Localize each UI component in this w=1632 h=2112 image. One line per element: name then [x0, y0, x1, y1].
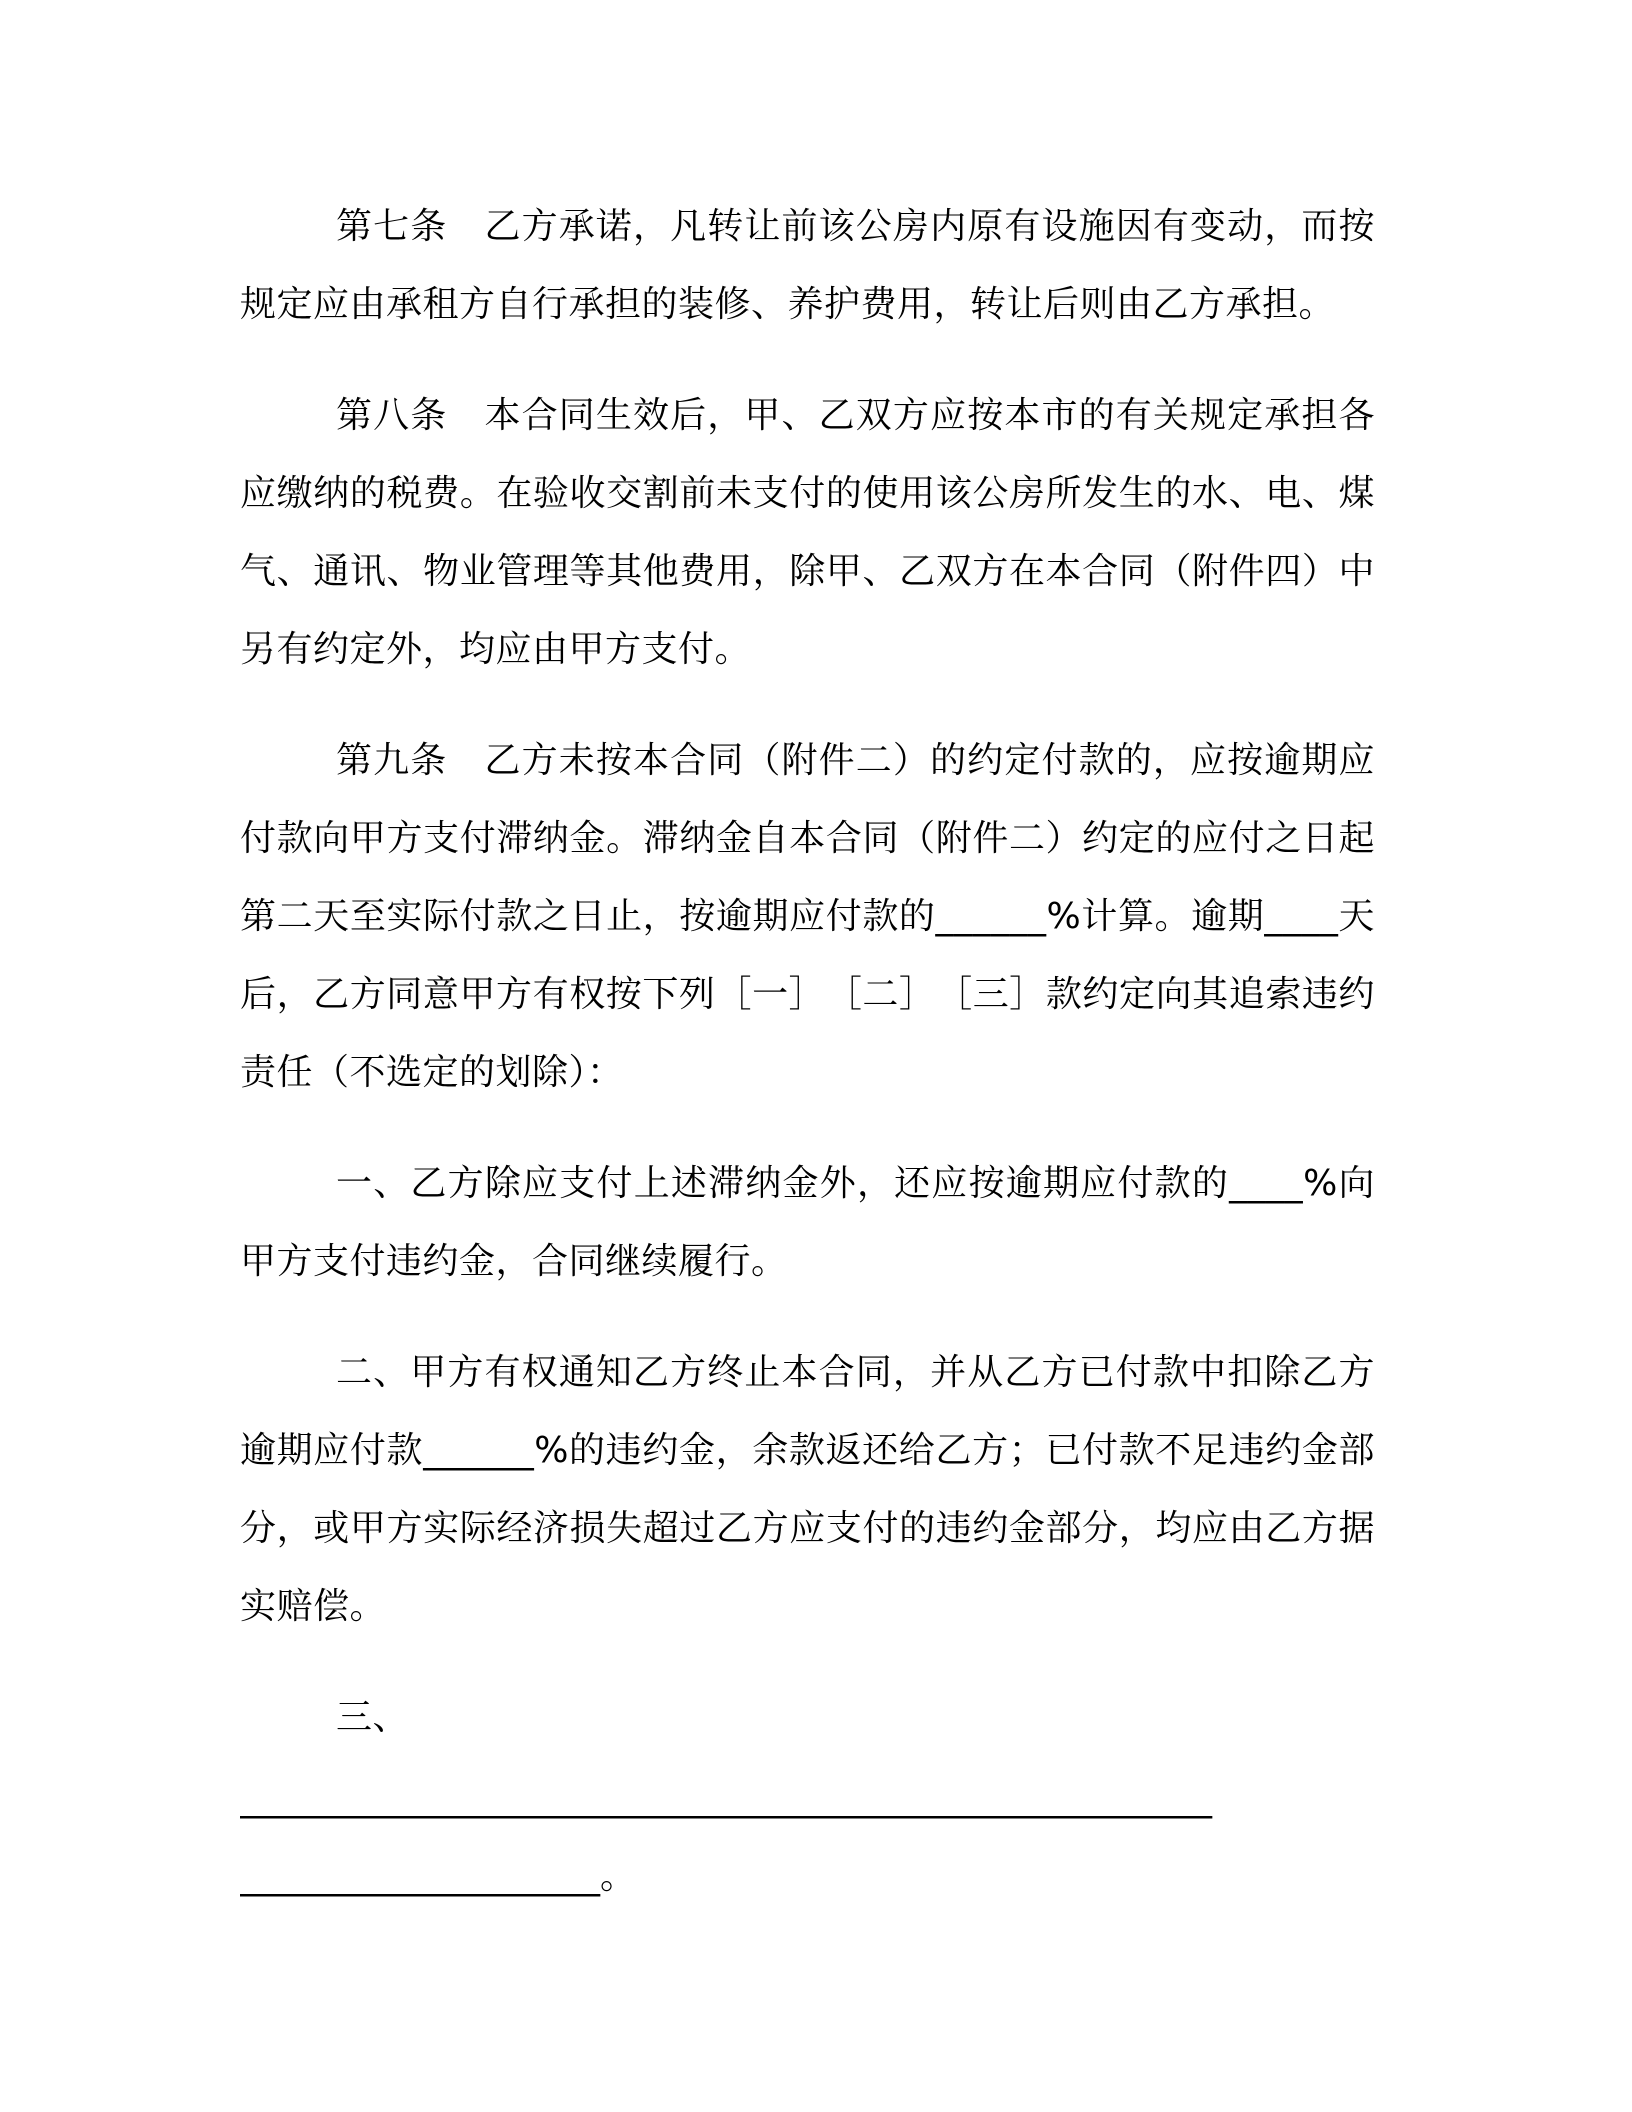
fill-in-blank-line-end: ____________________。: [240, 1856, 636, 1897]
article-9-paragraph: 第九条 乙方未按本合同（附件二）的约定付款的，应按逾期应付款向甲方支付滞纳金。滞纳金自本合同（附件二）约定的应付之日起第二天至实际付款之日止，按逾期应付款的______%计算。逾期____天后，乙方同意甲方有权按下列［一］ ［二］ ［三］款约定向其追索违约责任（不选定的划除）：: [240, 740, 1375, 1093]
item-3-paragraph: 三、: [336, 1697, 410, 1738]
item-2-paragraph: 二、甲方有权通知乙方终止本合同，并从乙方已付款中扣除乙方逾期应付款______%的违约金，余款返还给乙方；已付款不足违约金部分，或甲方实际经济损失超过乙方应支付的违约金部分，均应由乙方据实赔偿。: [240, 1352, 1375, 1627]
article-7-paragraph: 第七条 乙方承诺，凡转让前该公房内原有设施因有变动，而按规定应由承租方自行承担的装修、养护费用，转让后则由乙方承担。: [240, 206, 1375, 325]
item-1-paragraph: 一、乙方除应支付上述滞纳金外，还应按逾期应付款的____%向甲方支付违约金，合同继续履行。: [240, 1163, 1375, 1282]
document-page: [240, 188, 1375, 1916]
fill-in-blank-line: ______________________________________________________: [240, 1778, 1212, 1819]
article-8-paragraph: 第八条 本合同生效后，甲、乙双方应按本市的有关规定承担各应缴纳的税费。在验收交割前未支付的使用该公房所发生的水、电、煤气、通讯、物业管理等其他费用，除甲、乙双方在本合同（附件四）中另有约定外，均应由甲方支付。: [240, 395, 1375, 670]
